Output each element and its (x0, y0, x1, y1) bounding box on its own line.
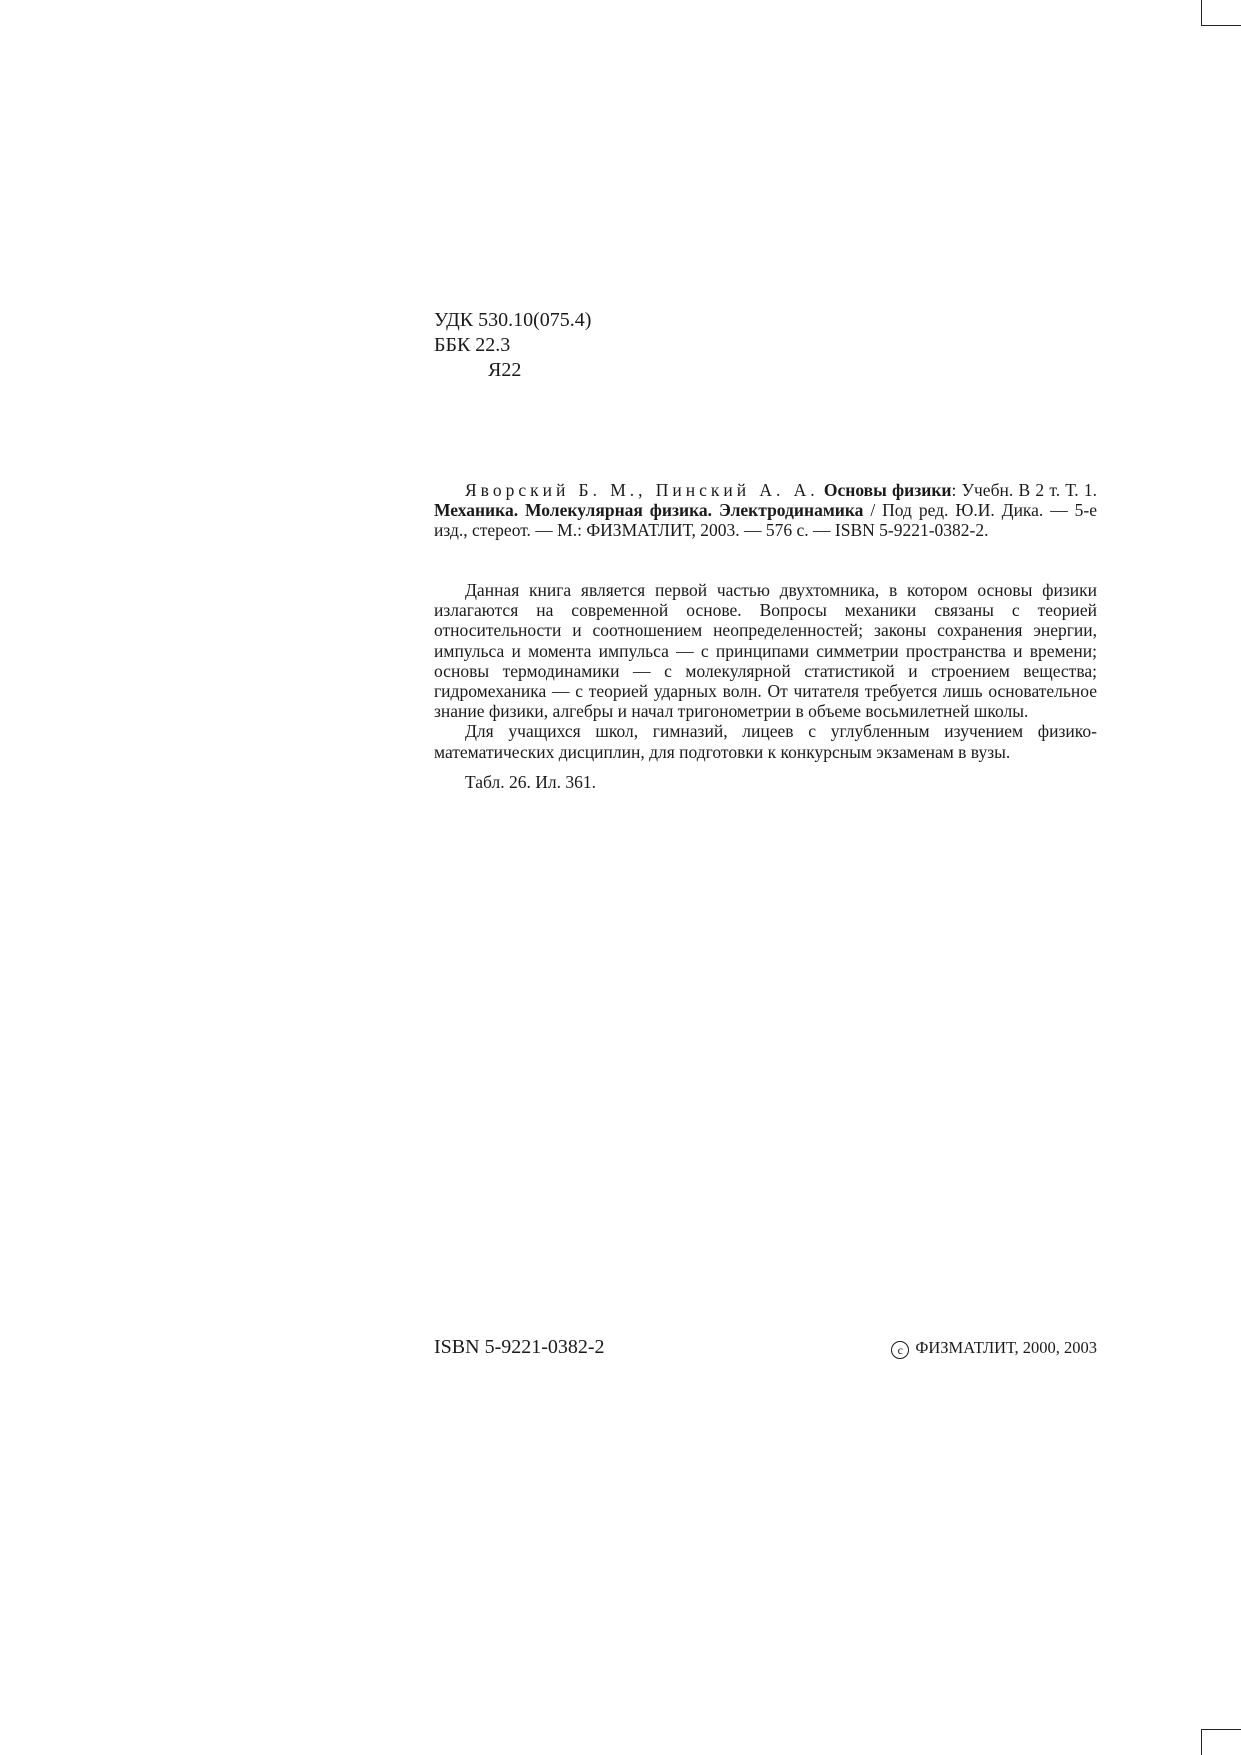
annotation (434, 580, 1097, 792)
volume-title: Механика. Молекулярная физика. Электродинамика (434, 500, 864, 521)
isbn: ISBN 5-9221-0382-2 (434, 1336, 605, 1358)
authors: Яворский Б. М., Пинский А. А. (465, 480, 819, 500)
copyright-icon: c (891, 1341, 909, 1359)
after-title: : Учебн. В 2 т. Т. 1. (951, 480, 1097, 500)
copyright-text: ФИЗМАТЛИТ, 2000, 2003 (915, 1338, 1097, 1357)
crop-mark-top-vertical (1201, 0, 1202, 26)
bbk-code: ББК 22.3 (434, 334, 511, 356)
classification-codes (434, 308, 591, 383)
crop-mark-bottom-vertical (1201, 1729, 1202, 1755)
bibliographic-paragraph (434, 480, 1097, 541)
crop-mark-bottom-horizontal (1201, 1729, 1241, 1730)
book-title: Основы физики (823, 480, 952, 500)
publication-details: / Под ред. Ю.И. Дика. — 5-е изд., стереот. — М.: ФИЗМАТЛИТ, 2003. — 576 с. — ISBN 5-9221-0382-2. (434, 500, 1098, 541)
bibliographic-record (434, 480, 1097, 541)
annotation-paragraph-1: Данная книга является первой частью двухтомника, в котором основы физики излагаются на современной основе. Вопросы механики связаны с теорией относительности и соотношением неопределенностей; законы сохранения энергии, импульса и момента импульса — с принципами симметрии пространства и времени; основы термодинамики — с молекулярной статистикой и строением вещества; гидромеханика — с теорией ударных волн. От читателя требуется лишь основательное знание физики, алгебры и начал тригонометрии в объеме восьмилетней школы. (434, 580, 1097, 722)
crop-mark-top-horizontal (1201, 25, 1241, 26)
copyright-notice (891, 1338, 1097, 1359)
author-sign: Я22 (488, 359, 522, 381)
imprint-footer (434, 1336, 1097, 1359)
tables-illustrations-count: Табл. 26. Ил. 361. (465, 771, 596, 792)
annotation-paragraph-2: Для учащихся школ, гимназий, лицеев с углубленным изучением физико-математических дисциплин, для подготовки к конкурсным экзаменам в вузы. (434, 721, 1097, 762)
udk-code: УДК 530.10(075.4) (434, 309, 592, 331)
